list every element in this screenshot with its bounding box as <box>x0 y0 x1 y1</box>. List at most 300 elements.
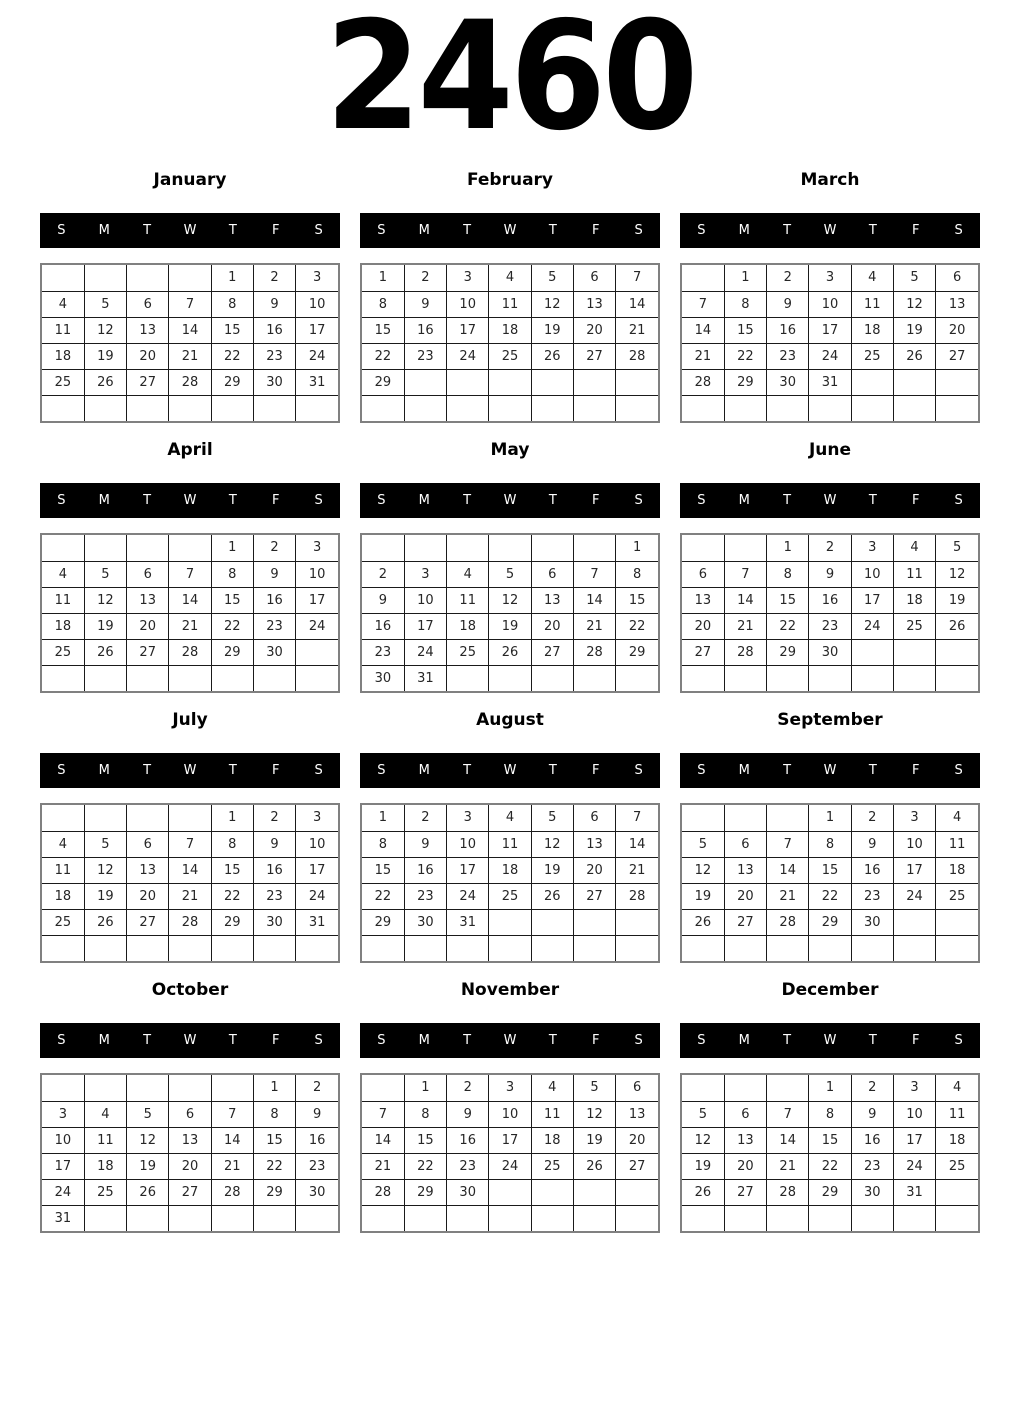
day-cell: 22 <box>809 1153 851 1179</box>
day-cell: 29 <box>809 1179 851 1205</box>
empty-day-cell <box>169 1205 211 1231</box>
day-of-week-label: F <box>591 763 600 778</box>
day-cell: 9 <box>253 561 295 587</box>
day-cell: 18 <box>447 613 489 639</box>
day-cell: 3 <box>296 265 338 291</box>
day-of-week-label: S <box>634 1033 643 1048</box>
day-cell: 18 <box>489 857 531 883</box>
week-row <box>682 369 978 395</box>
day-cell: 24 <box>893 883 935 909</box>
week-row <box>682 805 978 831</box>
month-block <box>360 710 660 963</box>
day-of-week-label: W <box>503 223 517 238</box>
day-cell: 15 <box>767 587 809 613</box>
day-cell: 19 <box>573 1127 615 1153</box>
day-cell: 6 <box>936 265 978 291</box>
empty-day-cell <box>682 805 724 831</box>
week-row <box>682 535 978 561</box>
day-of-week-label: S <box>314 763 323 778</box>
day-of-week-label: T <box>228 493 237 508</box>
empty-day-cell <box>767 1205 809 1231</box>
day-cell: 21 <box>362 1153 404 1179</box>
empty-day-cell <box>767 1075 809 1101</box>
empty-day-cell <box>404 535 446 561</box>
week-row <box>42 265 338 291</box>
day-cell: 16 <box>404 317 446 343</box>
day-of-week-label: T <box>783 1033 792 1048</box>
month-block <box>680 170 980 423</box>
day-cell: 26 <box>84 639 126 665</box>
month-block <box>40 710 340 963</box>
day-cell: 7 <box>362 1101 404 1127</box>
empty-day-cell <box>936 1179 978 1205</box>
empty-day-cell <box>489 909 531 935</box>
day-cell: 23 <box>296 1153 338 1179</box>
day-cell: 7 <box>169 561 211 587</box>
date-table <box>362 805 658 961</box>
day-cell: 4 <box>84 1101 126 1127</box>
day-of-week-label: F <box>591 1033 600 1048</box>
day-cell: 10 <box>296 561 338 587</box>
day-of-week-label: T <box>463 1033 472 1048</box>
day-cell: 13 <box>682 587 724 613</box>
empty-day-cell <box>682 1205 724 1231</box>
day-cell: 8 <box>362 831 404 857</box>
empty-day-cell <box>682 935 724 961</box>
day-cell: 16 <box>362 613 404 639</box>
day-cell: 7 <box>682 291 724 317</box>
day-cell: 22 <box>211 343 253 369</box>
day-cell: 29 <box>404 1179 446 1205</box>
day-cell: 20 <box>531 613 573 639</box>
day-cell: 14 <box>682 317 724 343</box>
week-row <box>682 1127 978 1153</box>
empty-day-cell <box>851 395 893 421</box>
week-row <box>362 343 658 369</box>
day-cell: 30 <box>447 1179 489 1205</box>
day-of-week-label: M <box>738 763 750 778</box>
empty-day-cell <box>253 935 295 961</box>
week-row <box>682 883 978 909</box>
month-grid <box>40 533 340 693</box>
day-cell: 22 <box>767 613 809 639</box>
empty-day-cell <box>42 935 84 961</box>
empty-day-cell <box>362 395 404 421</box>
day-cell: 1 <box>211 805 253 831</box>
month-block <box>40 980 340 1233</box>
day-of-week-label: M <box>98 493 110 508</box>
date-table <box>682 805 978 961</box>
day-cell: 25 <box>851 343 893 369</box>
day-cell: 27 <box>682 639 724 665</box>
week-row <box>362 613 658 639</box>
day-of-week-label: S <box>634 493 643 508</box>
day-cell: 17 <box>404 613 446 639</box>
day-cell: 6 <box>616 1075 658 1101</box>
day-cell: 2 <box>404 265 446 291</box>
day-cell: 14 <box>767 1127 809 1153</box>
empty-day-cell <box>531 935 573 961</box>
day-cell: 18 <box>42 343 84 369</box>
day-cell: 5 <box>489 561 531 587</box>
day-cell: 22 <box>362 343 404 369</box>
day-of-week-label: W <box>503 763 517 778</box>
day-of-week-label: F <box>271 763 280 778</box>
day-cell: 26 <box>573 1153 615 1179</box>
week-row <box>42 831 338 857</box>
day-cell: 14 <box>616 291 658 317</box>
empty-day-cell <box>362 1075 404 1101</box>
day-cell: 8 <box>211 561 253 587</box>
day-of-week-label: F <box>271 493 280 508</box>
day-cell: 22 <box>211 883 253 909</box>
day-of-week-label: W <box>183 223 197 238</box>
day-of-week-label: W <box>823 1033 837 1048</box>
day-cell: 6 <box>127 831 169 857</box>
empty-day-cell <box>404 395 446 421</box>
date-table <box>42 805 338 961</box>
empty-day-cell <box>42 535 84 561</box>
day-cell: 26 <box>127 1179 169 1205</box>
day-cell: 3 <box>851 535 893 561</box>
day-cell: 6 <box>724 831 766 857</box>
day-of-week-label: F <box>911 763 920 778</box>
empty-day-cell <box>404 1205 446 1231</box>
day-cell: 14 <box>724 587 766 613</box>
empty-day-cell <box>169 1075 211 1101</box>
day-cell: 16 <box>253 587 295 613</box>
day-of-week-label: S <box>57 763 66 778</box>
day-of-week-label: T <box>463 223 472 238</box>
date-table <box>362 265 658 421</box>
day-cell: 28 <box>767 1179 809 1205</box>
week-row <box>682 317 978 343</box>
day-cell: 31 <box>893 1179 935 1205</box>
empty-day-cell <box>573 369 615 395</box>
week-row <box>362 395 658 421</box>
day-of-week-label: W <box>503 493 517 508</box>
day-cell: 28 <box>724 639 766 665</box>
day-cell: 25 <box>489 343 531 369</box>
day-cell: 2 <box>296 1075 338 1101</box>
day-cell: 25 <box>936 1153 978 1179</box>
day-cell: 20 <box>127 883 169 909</box>
day-of-week-header <box>680 753 980 788</box>
week-row <box>42 883 338 909</box>
empty-day-cell <box>936 665 978 691</box>
week-row <box>42 909 338 935</box>
day-cell: 13 <box>573 831 615 857</box>
day-cell: 8 <box>362 291 404 317</box>
day-cell: 14 <box>616 831 658 857</box>
day-of-week-label: M <box>738 493 750 508</box>
empty-day-cell <box>616 369 658 395</box>
day-cell: 19 <box>84 613 126 639</box>
month-grid <box>40 1073 340 1233</box>
day-cell: 28 <box>767 909 809 935</box>
day-cell: 14 <box>211 1127 253 1153</box>
day-of-week-label: M <box>738 223 750 238</box>
day-cell: 19 <box>531 317 573 343</box>
empty-day-cell <box>893 1205 935 1231</box>
empty-day-cell <box>851 935 893 961</box>
month-title: June <box>808 440 852 460</box>
day-cell: 28 <box>169 909 211 935</box>
empty-day-cell <box>851 1205 893 1231</box>
empty-day-cell <box>296 1205 338 1231</box>
day-cell: 14 <box>169 317 211 343</box>
day-cell: 11 <box>893 561 935 587</box>
day-cell: 2 <box>362 561 404 587</box>
empty-day-cell <box>211 935 253 961</box>
empty-day-cell <box>893 395 935 421</box>
day-cell: 25 <box>447 639 489 665</box>
empty-day-cell <box>809 395 851 421</box>
day-cell: 25 <box>42 369 84 395</box>
empty-day-cell <box>724 395 766 421</box>
day-cell: 17 <box>809 317 851 343</box>
day-cell: 27 <box>127 639 169 665</box>
week-row <box>42 1179 338 1205</box>
day-cell: 13 <box>127 317 169 343</box>
day-cell: 9 <box>253 831 295 857</box>
day-cell: 1 <box>724 265 766 291</box>
week-row <box>362 587 658 613</box>
empty-day-cell <box>84 265 126 291</box>
day-cell: 18 <box>42 883 84 909</box>
month-grid <box>360 533 660 693</box>
day-of-week-label: S <box>954 223 963 238</box>
month-title: September <box>777 710 883 730</box>
day-cell: 22 <box>253 1153 295 1179</box>
day-cell: 20 <box>616 1127 658 1153</box>
day-cell: 12 <box>531 831 573 857</box>
week-row <box>42 587 338 613</box>
day-cell: 31 <box>447 909 489 935</box>
week-row <box>362 665 658 691</box>
month-title: March <box>800 170 860 190</box>
day-cell: 7 <box>767 1101 809 1127</box>
day-cell: 5 <box>682 831 724 857</box>
day-cell: 20 <box>127 343 169 369</box>
day-cell: 4 <box>936 805 978 831</box>
day-cell: 2 <box>447 1075 489 1101</box>
day-cell: 27 <box>573 883 615 909</box>
day-cell: 28 <box>682 369 724 395</box>
day-cell: 22 <box>616 613 658 639</box>
empty-day-cell <box>253 1205 295 1231</box>
day-of-week-header <box>360 753 660 788</box>
day-cell: 19 <box>682 883 724 909</box>
day-cell: 4 <box>936 1075 978 1101</box>
day-cell: 25 <box>893 613 935 639</box>
day-of-week-label: S <box>697 1033 706 1048</box>
day-of-week-header <box>680 213 980 248</box>
day-cell: 15 <box>211 317 253 343</box>
week-row <box>362 1153 658 1179</box>
day-cell: 7 <box>616 805 658 831</box>
day-cell: 26 <box>682 1179 724 1205</box>
empty-day-cell <box>573 535 615 561</box>
empty-day-cell <box>169 935 211 961</box>
day-cell: 5 <box>531 805 573 831</box>
day-of-week-label: F <box>271 223 280 238</box>
empty-day-cell <box>724 805 766 831</box>
day-cell: 2 <box>851 805 893 831</box>
month-title: October <box>151 980 229 1000</box>
week-row <box>362 291 658 317</box>
day-of-week-label: T <box>228 223 237 238</box>
day-of-week-label: W <box>823 763 837 778</box>
week-row <box>362 265 658 291</box>
week-row <box>362 857 658 883</box>
empty-day-cell <box>84 1075 126 1101</box>
day-cell: 10 <box>296 831 338 857</box>
day-cell: 19 <box>682 1153 724 1179</box>
week-row <box>362 1101 658 1127</box>
day-cell: 30 <box>809 639 851 665</box>
day-of-week-label: T <box>868 763 877 778</box>
week-row <box>42 665 338 691</box>
day-cell: 24 <box>447 343 489 369</box>
date-table <box>362 1075 658 1231</box>
day-of-week-label: T <box>548 493 557 508</box>
day-of-week-label: M <box>418 1033 430 1048</box>
day-cell: 13 <box>936 291 978 317</box>
day-of-week-label: F <box>591 493 600 508</box>
empty-day-cell <box>616 1205 658 1231</box>
day-cell: 17 <box>42 1153 84 1179</box>
empty-day-cell <box>169 395 211 421</box>
empty-day-cell <box>127 1205 169 1231</box>
day-of-week-label: W <box>823 223 837 238</box>
empty-day-cell <box>211 1075 253 1101</box>
day-cell: 17 <box>893 1127 935 1153</box>
day-cell: 29 <box>211 369 253 395</box>
week-row <box>362 1075 658 1101</box>
empty-day-cell <box>169 535 211 561</box>
day-cell: 28 <box>616 883 658 909</box>
day-cell: 13 <box>169 1127 211 1153</box>
day-of-week-label: S <box>57 1033 66 1048</box>
day-of-week-label: S <box>697 763 706 778</box>
day-cell: 8 <box>724 291 766 317</box>
day-cell: 12 <box>682 857 724 883</box>
day-cell: 30 <box>851 909 893 935</box>
day-of-week-label: T <box>868 1033 877 1048</box>
day-of-week-header <box>680 1023 980 1058</box>
empty-day-cell <box>42 265 84 291</box>
empty-day-cell <box>616 665 658 691</box>
day-cell: 16 <box>253 317 295 343</box>
empty-day-cell <box>893 665 935 691</box>
week-row <box>42 1127 338 1153</box>
day-of-week-label: W <box>183 493 197 508</box>
empty-day-cell <box>489 665 531 691</box>
empty-day-cell <box>447 369 489 395</box>
week-row <box>362 535 658 561</box>
month-block <box>40 170 340 423</box>
week-row <box>682 1179 978 1205</box>
day-cell: 19 <box>893 317 935 343</box>
day-cell: 25 <box>42 639 84 665</box>
day-cell: 7 <box>169 291 211 317</box>
week-row <box>682 1075 978 1101</box>
day-cell: 27 <box>169 1179 211 1205</box>
day-cell: 28 <box>211 1179 253 1205</box>
day-cell: 2 <box>253 805 295 831</box>
day-cell: 11 <box>447 587 489 613</box>
day-cell: 26 <box>682 909 724 935</box>
week-row <box>42 535 338 561</box>
month-block <box>360 440 660 693</box>
day-cell: 9 <box>809 561 851 587</box>
day-cell: 3 <box>893 1075 935 1101</box>
day-of-week-label: S <box>954 763 963 778</box>
day-cell: 17 <box>489 1127 531 1153</box>
day-cell: 18 <box>489 317 531 343</box>
day-cell: 20 <box>936 317 978 343</box>
day-cell: 27 <box>573 343 615 369</box>
day-cell: 9 <box>404 291 446 317</box>
week-row <box>682 265 978 291</box>
empty-day-cell <box>127 665 169 691</box>
day-of-week-label: S <box>314 493 323 508</box>
day-cell: 4 <box>489 265 531 291</box>
day-cell: 23 <box>809 613 851 639</box>
day-of-week-label: T <box>143 223 152 238</box>
empty-day-cell <box>211 665 253 691</box>
day-cell: 8 <box>211 291 253 317</box>
day-cell: 21 <box>616 317 658 343</box>
day-cell: 25 <box>531 1153 573 1179</box>
day-cell: 10 <box>489 1101 531 1127</box>
day-cell: 20 <box>573 857 615 883</box>
day-cell: 3 <box>447 265 489 291</box>
empty-day-cell <box>84 665 126 691</box>
day-cell: 12 <box>573 1101 615 1127</box>
week-row <box>682 395 978 421</box>
months-grid <box>40 170 980 1250</box>
day-cell: 28 <box>169 639 211 665</box>
day-cell: 16 <box>851 857 893 883</box>
day-of-week-label: S <box>377 223 386 238</box>
empty-day-cell <box>531 665 573 691</box>
empty-day-cell <box>531 535 573 561</box>
day-cell: 25 <box>84 1179 126 1205</box>
day-cell: 11 <box>851 291 893 317</box>
empty-day-cell <box>724 1075 766 1101</box>
day-cell: 15 <box>362 857 404 883</box>
day-cell: 10 <box>296 291 338 317</box>
empty-day-cell <box>893 369 935 395</box>
day-cell: 3 <box>893 805 935 831</box>
empty-day-cell <box>127 1075 169 1101</box>
week-row <box>362 639 658 665</box>
day-of-week-label: S <box>634 763 643 778</box>
day-cell: 23 <box>404 343 446 369</box>
day-cell: 20 <box>682 613 724 639</box>
empty-day-cell <box>296 665 338 691</box>
week-row <box>362 1127 658 1153</box>
day-cell: 21 <box>724 613 766 639</box>
empty-day-cell <box>809 665 851 691</box>
week-row <box>42 1153 338 1179</box>
day-cell: 30 <box>253 369 295 395</box>
day-cell: 29 <box>362 369 404 395</box>
day-cell: 27 <box>127 909 169 935</box>
day-cell: 31 <box>296 369 338 395</box>
